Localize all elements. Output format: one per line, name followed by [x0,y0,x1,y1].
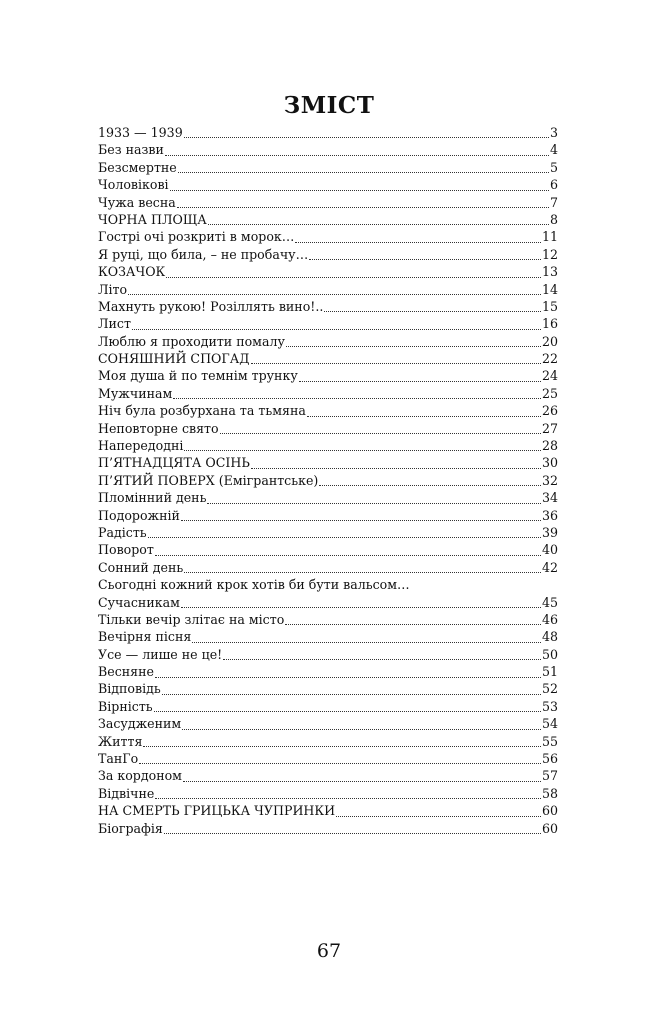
toc-entry [98,176,558,193]
dot-leader [295,229,541,243]
toc-entry [98,559,558,576]
dot-leader [170,177,549,191]
toc-entry-title: ТанГо [98,751,139,767]
toc-entry-page: 50 [541,646,558,662]
dot-leader [251,455,541,469]
toc-entry-title: Махнуть рукою! Розіллять вино!.. [98,298,324,314]
toc-entry-page: 55 [541,733,558,749]
toc-entry [98,333,558,350]
toc-entry-page: 5 [549,159,558,175]
dot-leader [178,159,549,173]
dot-leader [286,333,541,347]
toc-entry-page: 56 [541,751,558,767]
toc-entry [98,489,558,506]
toc-entry-title: П’ЯТИЙ ПОВЕРХ (Емігрантське) [98,472,319,488]
dot-leader [166,264,541,278]
toc-entry-title: КОЗАЧОК [98,264,166,280]
toc-entry-page: 20 [541,333,558,349]
toc-entry [98,698,558,715]
toc-entry-page: 11 [541,229,558,245]
dot-leader [223,646,541,660]
toc-entry [98,402,558,419]
dot-leader [181,507,541,521]
dot-leader [164,820,541,834]
toc-entry [98,507,558,524]
dot-leader [181,594,541,608]
toc-entry-title: Чужа весна [98,194,176,210]
toc-entry-title: Вірність [98,698,153,714]
toc-entry [98,750,558,767]
toc-list [98,124,558,837]
toc-entry [98,611,558,628]
toc-entry-page: 57 [541,768,558,784]
page-number: 67 [316,940,342,962]
toc-entry-page: 16 [541,316,558,332]
toc-entry-title: Чоловікові [98,177,169,193]
toc-entry [98,733,558,750]
toc-entry-page: 3 [549,124,558,140]
toc-entry [98,524,558,541]
toc-entry [98,437,558,454]
toc-entry [98,454,558,471]
toc-entry-title: Вечірня пісня [98,629,192,645]
toc-entry [98,663,558,680]
toc-entry-title: Весняне [98,664,154,680]
toc-entry [98,194,558,211]
dot-leader [165,142,549,156]
dot-leader [319,472,541,486]
toc-entry-title: ЧОРНА ПЛОЩА [98,211,207,227]
toc-entry [98,263,558,280]
dot-leader [299,368,541,382]
dot-leader [285,611,541,625]
toc-entry-title: Сьогодні кожний крок хотів би бути вальсом… [98,577,410,593]
toc-entry-title: Усе — лише не це! [98,646,223,662]
toc-entry-title: За кордоном [98,768,182,784]
toc-entry-title: Пломінний день [98,490,207,506]
dot-leader [155,664,541,678]
toc-entry [98,681,558,698]
toc-entry [98,385,558,402]
toc-entry [98,785,558,802]
toc-entry-title: Радість [98,524,147,540]
toc-entry-page: 46 [541,611,558,627]
dot-leader [184,559,541,573]
toc-entry-page: 25 [541,385,558,401]
toc-entry-page: 39 [541,524,558,540]
dot-leader [148,524,541,538]
toc-entry-page: 4 [549,142,558,158]
toc-entry [98,281,558,298]
toc-entry-page: 8 [549,211,558,227]
dot-leader [154,698,541,712]
toc-entry-page: 34 [541,490,558,506]
toc-entry [98,576,558,593]
toc-entry [98,211,558,228]
toc-entry-title: П’ЯТНАДЦЯТА ОСІНЬ [98,455,250,471]
dot-leader [143,733,541,747]
toc-entry-title: Сучасникам [98,594,180,610]
dot-leader [177,194,549,208]
toc-entry-page: 48 [541,629,558,645]
toc-entry-page: 58 [541,785,558,801]
toc-entry-title: Тільки вечір злітає на місто [98,611,285,627]
toc-entry-page: 40 [541,542,558,558]
toc-entry-title: Поворот [98,542,154,558]
toc-entry-title: Сонний день [98,559,184,575]
toc-entry-title: НА СМЕРТЬ ГРИЦЬКА ЧУПРИНКИ [98,803,336,819]
toc-entry-page: 51 [541,664,558,680]
toc-entry-title: Літо [98,281,128,297]
dot-leader [184,124,549,138]
toc-entry [98,820,558,837]
dot-leader [309,246,541,260]
toc-entry-title: Відповідь [98,681,161,697]
dot-leader [155,785,541,799]
dot-leader [220,420,541,434]
toc-entry-title: Моя душа й по темнім трунку [98,368,298,384]
toc-entry-page: 7 [549,194,558,210]
toc-entry-title: Без назви [98,142,164,158]
toc-entry [98,367,558,384]
toc-entry [98,646,558,663]
toc-entry-page: 42 [541,559,558,575]
toc-entry [98,715,558,732]
toc-entry-title: Люблю я проходити помалу [98,333,285,349]
toc-entry-title: Ніч була розбурхана та тьмяна [98,403,306,419]
dot-leader [173,385,541,399]
dot-leader [128,281,541,295]
toc-entry-title: Життя [98,733,143,749]
dot-leader [139,750,541,764]
dot-leader [132,316,541,330]
dot-leader [192,629,541,643]
toc-entry [98,228,558,245]
toc-entry-title: Неповторне свято [98,420,219,436]
toc-entry-title: СОНЯШНИЙ СПОГАД [98,351,250,367]
dot-leader [251,350,541,364]
toc-entry-page: 28 [541,438,558,454]
toc-entry [98,628,558,645]
dot-leader [307,403,541,417]
toc-entry [98,767,558,784]
toc-entry-title: Лист [98,316,131,332]
toc-entry-page: 13 [541,264,558,280]
toc-entry-page: 53 [541,698,558,714]
toc-entry [98,246,558,263]
dot-leader [324,298,541,312]
dot-leader [336,803,541,817]
toc-entry-page: 52 [541,681,558,697]
toc-entry [98,802,558,819]
toc-entry [98,350,558,367]
dot-leader [208,211,549,225]
toc-entry [98,159,558,176]
toc-entry [98,315,558,332]
toc-entry-page: 22 [541,351,558,367]
toc-entry-title: Біографія [98,820,163,836]
toc-entry-page: 12 [541,246,558,262]
dot-leader [184,437,541,451]
toc-entry-page: 27 [541,420,558,436]
toc-entry-page: 60 [541,820,558,836]
toc-entry-page: 15 [541,298,558,314]
toc-entry [98,124,558,141]
dot-leader [183,768,541,782]
toc-entry-page: 60 [541,803,558,819]
toc-entry-page: 32 [541,472,558,488]
toc-entry [98,472,558,489]
dot-leader [182,716,541,730]
toc-entry-title: Безсмертне [98,159,177,175]
toc-heading: ЗМІСТ [283,92,375,119]
toc-entry-page: 45 [541,594,558,610]
dot-leader [155,542,541,556]
toc-entry-page: 14 [541,281,558,297]
toc-entry-title: Я руці, що била, – не пробачу… [98,246,309,262]
toc-entry-page: 36 [541,507,558,523]
toc-entry-title: 1933 — 1939 [98,124,183,140]
toc-entry-title: Гострі очі розкриті в морок… [98,229,295,245]
toc-entry [98,541,558,558]
toc-entry-title: Відвічне [98,785,155,801]
toc-entry [98,420,558,437]
toc-entry-page: 30 [541,455,558,471]
toc-entry [98,298,558,315]
toc-entry-title: Мужчинам [98,385,173,401]
toc-entry-page: 26 [541,403,558,419]
toc-entry-title: Напередодні [98,438,184,454]
toc-entry-page: 6 [549,177,558,193]
toc-entry [98,141,558,158]
toc-entry-page: 24 [541,368,558,384]
dot-leader [207,490,541,504]
toc-entry-title: Засудженим [98,716,182,732]
dot-leader [162,681,541,695]
toc-entry-title: Подорожній [98,507,180,523]
toc-entry-page: 54 [541,716,558,732]
toc-entry [98,594,558,611]
